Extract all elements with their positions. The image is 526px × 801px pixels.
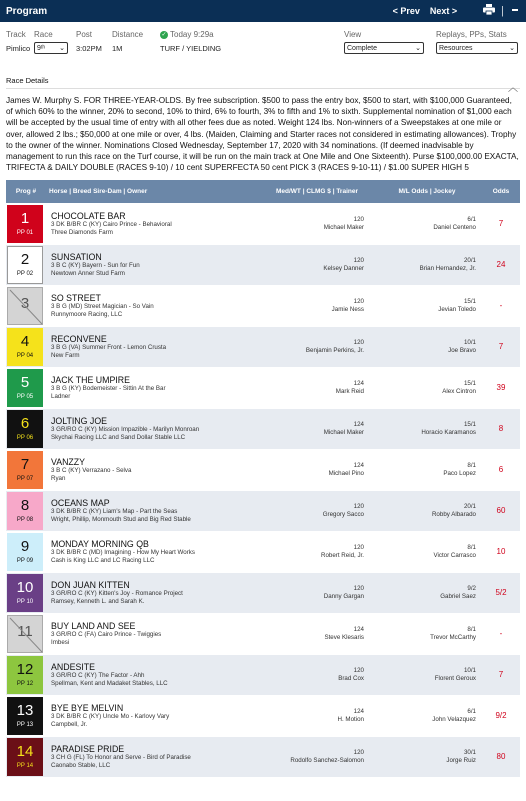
distance-label: Distance (112, 30, 144, 39)
table-header (6, 180, 520, 203)
breed-info: 3 DK B/BR C (KY) Cairo Prince - Behavioral (51, 220, 172, 228)
race-label: Race (34, 30, 53, 39)
ml-jockey-cell (372, 449, 482, 490)
breed-info: 3 B G (KY) Bodemeister - Sittin At the Bar (51, 384, 166, 392)
horse-cell (46, 572, 262, 613)
weight: 120 (353, 256, 364, 264)
jockey-name: Florent Geroux (434, 674, 476, 682)
program-number: 13 (16, 702, 34, 720)
program-number: 9 (20, 538, 30, 556)
jockey-name: Alex Cintron (442, 387, 476, 395)
weight: 124 (353, 420, 364, 428)
program-number: 7 (20, 456, 30, 474)
weight-trainer-cell (262, 203, 372, 244)
owner-name: New Farm (51, 351, 80, 359)
trainer-name: H. Motion (337, 715, 364, 723)
today-label-wrap (160, 30, 344, 39)
live-odds: 7 (482, 203, 520, 244)
divider: | (501, 5, 504, 17)
col-ml-odds: M/L Odds | Jockey (372, 180, 482, 203)
horse-name[interactable]: PARADISE PRIDE (51, 743, 125, 754)
program-table (6, 180, 520, 778)
program-number: 14 (16, 743, 34, 761)
table-row[interactable] (6, 326, 520, 367)
horse-cell (46, 613, 262, 654)
program-number-cell (6, 203, 46, 244)
program-number-cell (6, 613, 46, 654)
today-label: Today 9:29a (170, 30, 214, 39)
live-odds: 10 (482, 531, 520, 572)
race-description-wrap (0, 83, 526, 173)
morning-line-odds: 10/1 (463, 338, 476, 346)
col-odds: Odds (482, 180, 520, 203)
ml-jockey-cell (372, 244, 482, 285)
owner-name: Ladner (51, 392, 71, 400)
weight: 120 (353, 584, 364, 592)
horse-cell (46, 408, 262, 449)
morning-line-odds: 8/1 (467, 543, 476, 551)
jockey-name: Brian Hernandez, Jr. (419, 264, 476, 272)
owner-name: Three Diamonds Farm (51, 228, 113, 236)
scratched-slash-icon (8, 616, 44, 654)
horse-cell (46, 490, 262, 531)
saddle-cloth (7, 697, 43, 735)
table-body (6, 203, 520, 777)
breed-info: 3 GR/RO C (KY) The Factor - Ahh (51, 671, 145, 679)
horse-name[interactable]: JACK THE UMPIRE (51, 374, 131, 385)
program-number: 2 (20, 251, 30, 269)
horse-name[interactable]: VANZZY (51, 456, 86, 467)
race-details-heading: Race Details (6, 54, 520, 89)
table-row[interactable] (6, 244, 520, 285)
program-number: 1 (20, 210, 30, 228)
morning-line-odds: 8/1 (467, 625, 476, 633)
owner-name: Runnymoore Racing, LLC (51, 310, 123, 318)
saddle-cloth (7, 615, 43, 653)
ml-jockey-cell (372, 367, 482, 408)
breed-info: 3 GR/RO C (KY) Kitten's Joy - Romance Project (51, 589, 183, 597)
horse-name[interactable]: SO STREET (51, 292, 101, 303)
trainer-name: Jamie Ness (331, 305, 364, 313)
trainer-name: Michael Maker (323, 223, 364, 231)
table-row[interactable] (6, 408, 520, 449)
breed-info: 3 B G (VA) Summer Front - Lemon Crusta (51, 343, 167, 351)
toolbar-icons (483, 4, 520, 18)
jockey-name: Gabriel Saez (440, 592, 476, 600)
breed-info: 3 DK B/BR C (KY) Uncle Mo - Karlovy Vary (51, 712, 170, 720)
next-button[interactable]: Next > (429, 6, 458, 16)
col-prog: Prog # (6, 180, 46, 203)
program-number: 3 (20, 295, 30, 313)
weight: 120 (353, 338, 364, 346)
weight-trainer-cell (262, 449, 372, 490)
program-number: 11 (17, 623, 33, 641)
program-number-cell (6, 490, 46, 531)
post-position: PP 09 (16, 558, 34, 565)
program-number: 6 (20, 415, 30, 433)
post-position: PP 07 (16, 476, 34, 483)
breed-info: 3 DK B/BR C (MD) Imagining - How My Heart Works (51, 548, 195, 556)
filter-values (0, 39, 526, 54)
saddle-cloth (7, 533, 43, 571)
live-odds: 60 (482, 490, 520, 531)
race-select-value: 9ᵗʰ (37, 44, 46, 52)
post-position: PP 14 (16, 763, 34, 770)
program-number: 8 (20, 497, 30, 515)
program-number-cell (6, 449, 46, 490)
check-circle-icon: ✓ (161, 32, 167, 38)
saddle-cloth (7, 205, 43, 243)
breed-info: 3 B C (KY) Bayern - Sun for Fun (51, 261, 140, 269)
trainer-name: Rodolfo Sanchez-Salomon (290, 756, 364, 764)
ml-jockey-cell (372, 613, 482, 654)
ml-jockey-cell (372, 203, 482, 244)
saddle-cloth (7, 492, 43, 530)
trainer-name: Michael Pino (328, 469, 364, 477)
morning-line-odds: 9/2 (467, 584, 476, 592)
ml-jockey-cell (372, 736, 482, 777)
weight: 120 (353, 543, 364, 551)
weight: 124 (353, 707, 364, 715)
jockey-name: Horacio Karamanos (421, 428, 476, 436)
post-position: PP 02 (16, 271, 34, 278)
race-select[interactable] (34, 42, 68, 54)
trainer-name: Robert Reid, Jr. (321, 551, 364, 559)
race-select-wrap (34, 42, 76, 54)
saddle-cloth (7, 574, 43, 612)
jockey-name: Joe Bravo (448, 346, 476, 354)
weight: 120 (353, 666, 364, 674)
horse-name[interactable]: JOLTING JOE (51, 415, 108, 426)
horse-name[interactable]: CHOCOLATE BAR (51, 210, 126, 221)
horse-cell (46, 244, 262, 285)
owner-name: Cash is King LLC and LC Racing LLC (51, 556, 155, 564)
trainer-name: Benjamin Perkins, Jr. (305, 346, 364, 354)
replays-label: Replays, PPs, Stats (436, 30, 507, 39)
saddle-cloth (7, 328, 43, 366)
weight-trainer-cell (262, 613, 372, 654)
program-number: 12 (16, 661, 34, 679)
horse-cell (46, 326, 262, 367)
chevron-down-icon: ⌄ (59, 45, 65, 52)
ml-jockey-cell (372, 408, 482, 449)
jockey-name: Daniel Centeno (433, 223, 476, 231)
owner-name: Newtown Anner Stud Farm (51, 269, 125, 277)
program-number-cell (6, 244, 46, 285)
weight: 124 (353, 379, 364, 387)
post-position: PP 08 (16, 517, 34, 524)
horse-name[interactable]: ANDESITE (51, 661, 95, 672)
program-number: 5 (20, 374, 30, 392)
weight: 120 (353, 502, 364, 510)
post-position: PP 06 (16, 435, 34, 442)
table-row[interactable] (6, 654, 520, 695)
horse-cell (46, 654, 262, 695)
scratched-slash-icon (8, 288, 44, 326)
trainer-name: Michael Maker (323, 428, 364, 436)
top-bar (0, 0, 526, 22)
program-number-cell (6, 654, 46, 695)
horse-name[interactable]: DON JUAN KITTEN (51, 579, 130, 590)
resources-select[interactable] (436, 42, 518, 54)
printer-icon[interactable] (483, 4, 495, 18)
program-number-cell (6, 572, 46, 613)
horse-name[interactable]: BYE BYE MELVIN (51, 702, 124, 713)
filter-labels (0, 22, 526, 39)
live-odds: - (482, 613, 520, 654)
table-row[interactable] (6, 572, 520, 613)
table-row[interactable] (6, 285, 520, 326)
ml-jockey-cell (372, 326, 482, 367)
program-number-cell (6, 285, 46, 326)
track-label: Track (6, 30, 26, 39)
post-position: PP 13 (16, 722, 34, 729)
weight-trainer-cell (262, 736, 372, 777)
morning-line-odds: 20/1 (463, 502, 476, 510)
ml-jockey-cell (372, 490, 482, 531)
weight: 124 (353, 625, 364, 633)
horse-cell (46, 203, 262, 244)
morning-line-odds: 8/1 (467, 461, 476, 469)
table-row[interactable] (6, 531, 520, 572)
view-select-wrap (344, 42, 436, 54)
weight-trainer-cell (262, 367, 372, 408)
live-odds: 80 (482, 736, 520, 777)
live-odds: 5/2 (482, 572, 520, 613)
weight: 120 (353, 215, 364, 223)
page-title: Program (6, 5, 48, 17)
chevron-down-icon: ⌄ (415, 45, 421, 52)
table-row[interactable] (6, 449, 520, 490)
race-nav (393, 6, 458, 16)
horse-cell (46, 531, 262, 572)
live-odds: 9/2 (482, 695, 520, 736)
weight-trainer-cell (262, 695, 372, 736)
menu-icon[interactable] (510, 5, 520, 18)
horse-cell (46, 367, 262, 408)
morning-line-odds: 10/1 (463, 666, 476, 674)
trainer-name: Steve Klesaris (324, 633, 364, 641)
weight-trainer-cell (262, 654, 372, 695)
horse-name[interactable]: BUY LAND AND SEE (51, 620, 136, 631)
morning-line-odds: 15/1 (463, 420, 476, 428)
morning-line-odds: 20/1 (463, 256, 476, 264)
live-odds: 8 (482, 408, 520, 449)
table-row[interactable] (6, 736, 520, 777)
morning-line-odds: 30/1 (463, 748, 476, 756)
morning-line-odds: 15/1 (463, 297, 476, 305)
owner-name: Ramsey, Kenneth L. and Sarah K. (51, 597, 145, 605)
breed-info: 3 GR/RO C (KY) Mission Impazible - Marilyn Monroan (51, 425, 200, 433)
weight-trainer-cell (262, 326, 372, 367)
post-position: PP 05 (16, 394, 34, 401)
owner-name: Caonabo Stable, LLC (51, 761, 111, 769)
race-description: James W. Murphy S. FOR THREE-YEAR-OLDS. By free subscription. $500 to pass the entry box, $500 to start, with $100,000 Guaranteed, of which 60% to the winner, 20% to second, 10% to third, 6% to fourth, 3% to fifth and 1% to sixth. Supplemental nomination of $1,000 each will be accepted by the usual time of entry with all other fees due as noted. Weight 124 lbs. Non-winners of a Sweepstakes at one mile or over, allowed 2 lbs.; $50,000 at one mile or over, 4 lbs. (Maiden, Claiming and Starter races not considered in estimating allowances). Trophy to the owner of the winner. Nominations Closed Wednesday, September 17, 2020 with 34 nominations. (If deemed inadvisable by management to run this race on the Turf course, it will be run on the main track at One Mile and One Sixteenth). Purse $100,000.00 EXACTA, TRIFECTA & DAILY DOUBLE (RACES 9-10) / 10 cent SUPERFECTA 50 cent PICK 3 (RACES 9-10-11) / $1.00 SUPER HIGH 5 (6, 96, 519, 173)
table-row[interactable] (6, 613, 520, 654)
jockey-name: Jevian Toledo (438, 305, 476, 313)
ml-jockey-cell (372, 654, 482, 695)
resources-select-value: Resources (439, 44, 473, 52)
chevron-up-icon[interactable]: ︿ (508, 83, 518, 94)
live-odds: 39 (482, 367, 520, 408)
horse-name[interactable]: MONDAY MORNING QB (51, 538, 149, 549)
track-value: Pimlico (6, 43, 31, 53)
weight: 120 (353, 748, 364, 756)
col-med-wt: Med/WT | CLMG $ | Trainer (262, 180, 372, 203)
program-number-cell (6, 408, 46, 449)
saddle-cloth (7, 410, 43, 448)
program-number-cell (6, 531, 46, 572)
owner-name: Skychai Racing LLC and Sand Dollar Stable LLC (51, 433, 186, 441)
horse-name[interactable]: SUNSATION (51, 251, 102, 262)
live-odds: 6 (482, 449, 520, 490)
prev-button[interactable]: < Prev (392, 6, 420, 16)
jockey-name: Paco Lopez (443, 469, 476, 477)
weight-trainer-cell (262, 572, 372, 613)
post-position: PP 04 (16, 353, 34, 360)
morning-line-odds: 6/1 (467, 707, 476, 715)
live-odds: 24 (482, 244, 520, 285)
program-number: 4 (20, 333, 30, 351)
saddle-cloth (7, 451, 43, 489)
trainer-name: Danny Gargan (323, 592, 364, 600)
breed-info: 3 DK B/BR C (KY) Liam's Map - Part the Seas (51, 507, 178, 515)
horse-name[interactable]: RECONVENE (51, 333, 107, 344)
view-select-value: Complete (347, 44, 377, 52)
owner-name: Spellman, Kent and Madaket Stables, LLC (51, 679, 168, 687)
breed-info: 3 B G (MD) Street Magician - So Vain (51, 302, 154, 310)
morning-line-odds: 15/1 (463, 379, 476, 387)
morning-line-odds: 6/1 (467, 215, 476, 223)
program-number-cell (6, 736, 46, 777)
col-horse: Horse | Breed Sire-Dam | Owner (46, 180, 262, 203)
horse-name[interactable]: OCEANS MAP (51, 497, 110, 508)
weight-trainer-cell (262, 244, 372, 285)
horse-cell (46, 695, 262, 736)
post-value: 3:02PM (76, 43, 102, 53)
ml-jockey-cell (372, 285, 482, 326)
post-label: Post (76, 30, 93, 39)
owner-name: Wright, Phillip, Monmouth Stud and Big Red Stable (51, 515, 191, 523)
trainer-name: Brad Cox (338, 674, 364, 682)
ml-jockey-cell (372, 695, 482, 736)
table-row[interactable] (6, 203, 520, 244)
trainer-name: Gregory Sacco (322, 510, 364, 518)
owner-name: Ryan (51, 474, 66, 482)
program-number-cell (6, 367, 46, 408)
live-odds: 7 (482, 326, 520, 367)
chevron-down-icon: ⌄ (509, 45, 515, 52)
table-row[interactable] (6, 367, 520, 408)
weight-trainer-cell (262, 408, 372, 449)
program-number-cell (6, 695, 46, 736)
saddle-cloth (7, 369, 43, 407)
horse-cell (46, 285, 262, 326)
live-odds: - (482, 285, 520, 326)
owner-name: Imbesi (51, 638, 70, 646)
horse-cell (46, 736, 262, 777)
ml-jockey-cell (372, 572, 482, 613)
horse-cell (46, 449, 262, 490)
trainer-name: Kelsey Danner (323, 264, 364, 272)
saddle-cloth (7, 656, 43, 694)
program-number-cell (6, 326, 46, 367)
owner-name: Campbell, Jr. (51, 720, 88, 728)
program-number: 10 (16, 579, 34, 597)
breed-info: 3 CH G (FL) To Honor and Serve - Bird of Paradise (51, 753, 191, 761)
jockey-name: Robby Albarado (431, 510, 476, 518)
surface-value: TURF / YIELDING (160, 43, 222, 53)
weight-trainer-cell (262, 285, 372, 326)
trainer-name: Mark Reid (335, 387, 364, 395)
weight-trainer-cell (262, 490, 372, 531)
live-odds: 7 (482, 654, 520, 695)
jockey-name: Trevor McCarthy (430, 633, 476, 641)
saddle-cloth (7, 246, 43, 284)
distance-value: 1M (112, 43, 123, 53)
ml-jockey-cell (372, 531, 482, 572)
saddle-cloth (7, 287, 43, 325)
post-position: PP 12 (16, 681, 34, 688)
breed-info: 3 B C (KY) Verrazano - Selva (51, 466, 132, 474)
post-position: PP 01 (16, 230, 34, 237)
jockey-name: Victor Carrasco (433, 551, 476, 559)
jockey-name: John Velazquez (432, 715, 476, 723)
saddle-cloth (7, 738, 43, 776)
table-row[interactable] (6, 695, 520, 736)
breed-info: 3 GR/RO C (FA) Cairo Prince - Twiggies (51, 630, 162, 638)
weight: 124 (353, 461, 364, 469)
view-select[interactable] (344, 42, 424, 54)
jockey-name: Jorge Ruiz (446, 756, 476, 764)
weight: 120 (353, 297, 364, 305)
table-row[interactable] (6, 490, 520, 531)
weight-trainer-cell (262, 531, 372, 572)
post-position: PP 10 (16, 599, 34, 606)
view-label: View (344, 30, 362, 39)
